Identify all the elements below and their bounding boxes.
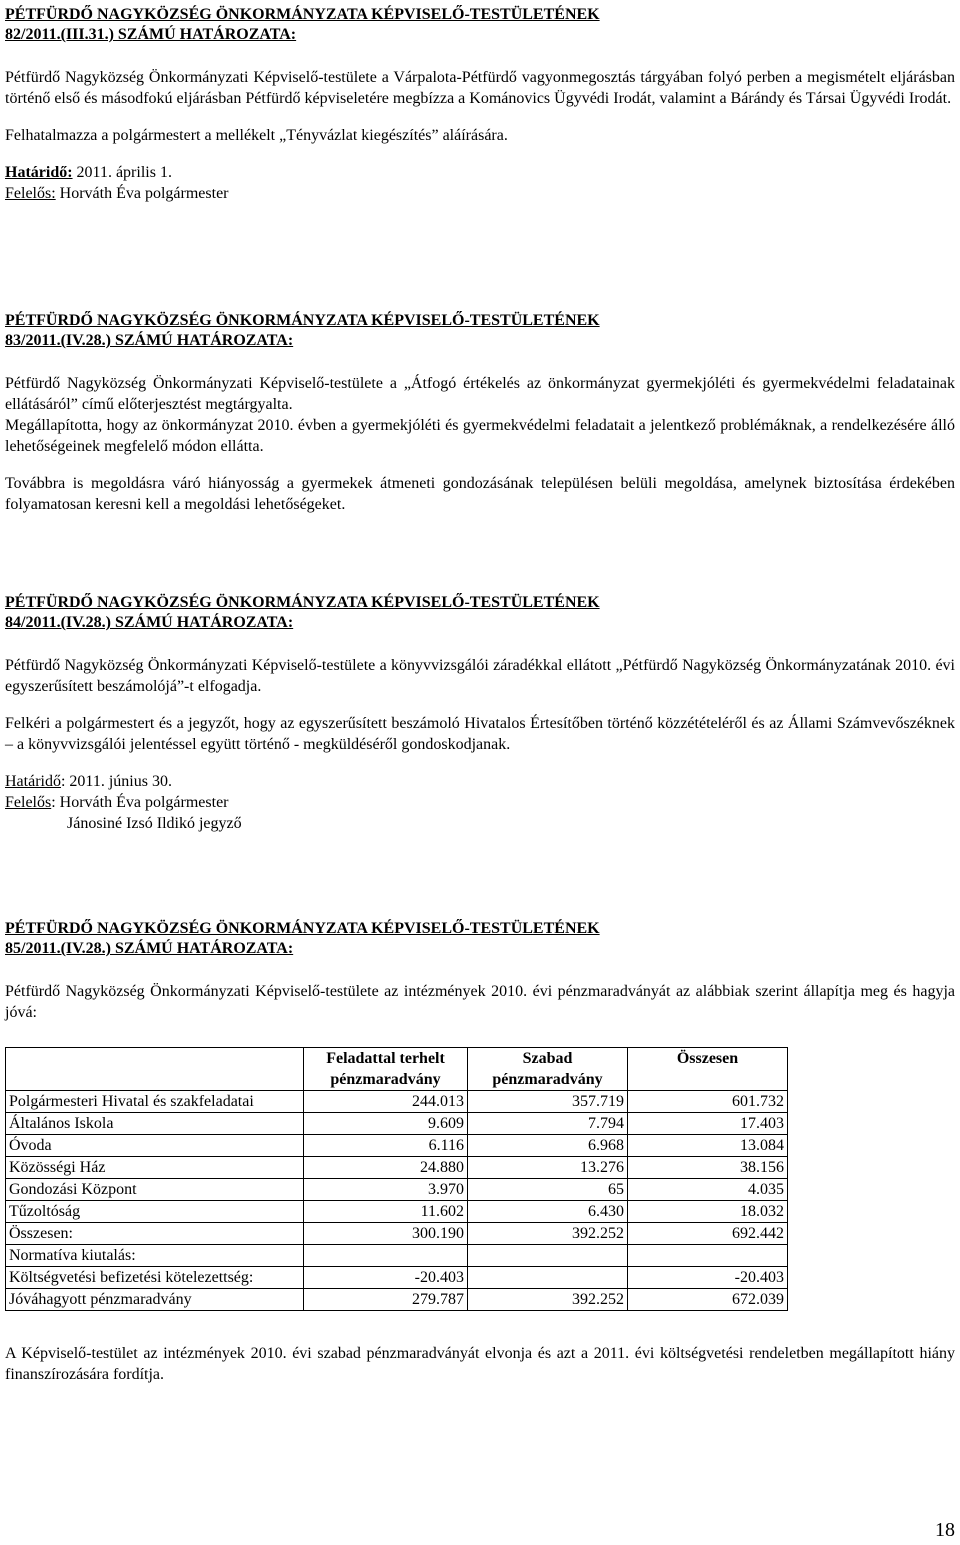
deadline-line: [5, 162, 955, 183]
paragraph: Pétfürdő Nagyközség Önkormányzati Képviselő-testülete az intézmények 2010. évi pénzmaradványát az alábbiak szerint állapítja meg és hagyja jóvá:: [5, 983, 955, 1021]
table-cell: 13.084: [628, 1135, 788, 1157]
remainder-table: [5, 1047, 788, 1311]
table-cell: 357.719: [468, 1091, 628, 1113]
paragraph: Megállapította, hogy az önkormányzat 2010. évben a gyermekjóléti és gyermekvédelmi feladatait a jelentkező problémáknak, a rendelkezésére álló lehetőségeinek megfelelő módon ellátta.: [5, 417, 955, 455]
table-row-label: Jóváhagyott pénzmaradvány: [6, 1289, 304, 1311]
table-cell: 24.880: [304, 1157, 468, 1179]
page-number: 18: [935, 1519, 955, 1541]
paragraph: Pétfürdő Nagyközség Önkormányzati Képviselő-testülete a könyvvizsgálói záradékkal ellátott „Pétfürdő Nagyközség Önkormányzatának 2010. évi egyszerűsített beszámolójá”-t elfogadja.: [5, 657, 955, 695]
deadline-label: Határidő:: [5, 164, 73, 181]
responsible-value-2: Jánosiné Izsó Ildikó jegyző: [67, 815, 242, 832]
table-row: [6, 1289, 788, 1311]
table-cell: 9.609: [304, 1113, 468, 1135]
responsible-line: [5, 792, 955, 813]
resolution-85: [5, 919, 955, 1023]
table-row: [6, 1135, 788, 1157]
table-row: [6, 1179, 788, 1201]
table-cell: 18.032: [628, 1201, 788, 1223]
table-header-cell: Feladattal terhelt pénzmaradvány: [304, 1048, 468, 1091]
responsible-label: Felelős: [5, 794, 52, 811]
table-row: [6, 1223, 788, 1245]
resolution-83: [5, 311, 955, 515]
closing-section: [5, 1343, 955, 1385]
table-cell: 692.442: [628, 1223, 788, 1245]
table-row: [6, 1113, 788, 1135]
table-cell: [304, 1245, 468, 1267]
deadline-value: : 2011. június 30.: [60, 773, 172, 790]
resolution-header: PÉTFÜRDŐ NAGYKÖZSÉG ÖNKORMÁNYZATA KÉPVISELŐ-TESTÜLETÉNEK: [5, 6, 600, 23]
table-row-label: Normatíva kiutalás:: [6, 1245, 304, 1267]
table-row-label: Összesen:: [6, 1223, 304, 1245]
resolution-82: [5, 5, 955, 204]
closing-paragraph: A Képviselő-testület az intézmények 2010. évi szabad pénzmaradványát elvonja és azt a 2011. évi költségvetési rendeletben megállapított hiány finanszírozására fordítja.: [5, 1345, 955, 1383]
responsible-value: Horváth Éva polgármester: [55, 185, 229, 202]
table-cell: 244.013: [304, 1091, 468, 1113]
table-cell: 65: [468, 1179, 628, 1201]
responsible-line: [5, 183, 955, 204]
table-cell: 7.794: [468, 1113, 628, 1135]
table-row-label: Közösségi Ház: [6, 1157, 304, 1179]
table-row-label: Általános Iskola: [6, 1113, 304, 1135]
resolution-number: 84/2011.(IV.28.) SZÁMÚ HATÁROZATA:: [5, 614, 294, 631]
table-cell: -20.403: [628, 1267, 788, 1289]
responsible-value: : Horváth Éva polgármester: [51, 794, 229, 811]
table-row-label: Költségvetési befizetési kötelezettség:: [6, 1267, 304, 1289]
table-row: [6, 1157, 788, 1179]
table-cell: [468, 1245, 628, 1267]
table-row-label: Gondozási Központ: [6, 1179, 304, 1201]
table-row-label: Óvoda: [6, 1135, 304, 1157]
table-cell: 13.276: [468, 1157, 628, 1179]
resolution-header: PÉTFÜRDŐ NAGYKÖZSÉG ÖNKORMÁNYZATA KÉPVISELŐ-TESTÜLETÉNEK: [5, 920, 600, 937]
table-cell: 392.252: [468, 1223, 628, 1245]
table-header-cell: Szabad pénzmaradvány: [468, 1048, 628, 1091]
deadline-value: 2011. április 1.: [72, 164, 172, 181]
responsible-label: Felelős:: [5, 185, 56, 202]
table-cell: 672.039: [628, 1289, 788, 1311]
table-row: [6, 1245, 788, 1267]
table-header-cell: Összesen: [628, 1048, 788, 1091]
table-cell: 38.156: [628, 1157, 788, 1179]
table-cell: 601.732: [628, 1091, 788, 1113]
paragraph: Felhatalmazza a polgármestert a mellékelt „Tényvázlat kiegészítés” aláírására.: [5, 127, 508, 144]
table-row-label: Polgármesteri Hivatal és szakfeladatai: [6, 1091, 304, 1113]
resolution-header: PÉTFÜRDŐ NAGYKÖZSÉG ÖNKORMÁNYZATA KÉPVISELŐ-TESTÜLETÉNEK: [5, 594, 600, 611]
resolution-header: PÉTFÜRDŐ NAGYKÖZSÉG ÖNKORMÁNYZATA KÉPVISELŐ-TESTÜLETÉNEK: [5, 312, 600, 329]
resolution-84: [5, 593, 955, 834]
table-cell: 300.190: [304, 1223, 468, 1245]
paragraph: Továbbra is megoldásra váró hiányosság a gyermekek átmeneti gondozásának településen belüli megoldása, amelynek biztosítása érdekében folyamatosan keresni kell a megoldási lehetőségeket.: [5, 475, 955, 513]
table-row: [6, 1267, 788, 1289]
remainder-table-wrap: [5, 1047, 788, 1311]
table-cell: 11.602: [304, 1201, 468, 1223]
table-cell: [468, 1267, 628, 1289]
table-cell: 3.970: [304, 1179, 468, 1201]
table-header-cell: [6, 1048, 304, 1091]
resolution-number: 85/2011.(IV.28.) SZÁMÚ HATÁROZATA:: [5, 940, 294, 957]
deadline-line: [5, 771, 955, 792]
resolution-number: 83/2011.(IV.28.) SZÁMÚ HATÁROZATA:: [5, 332, 294, 349]
table-cell: -20.403: [304, 1267, 468, 1289]
deadline-label: Határidő: [5, 773, 61, 790]
table-row-label: Tűzoltóság: [6, 1201, 304, 1223]
paragraph: Pétfürdő Nagyközség Önkormányzati Képviselő-testülete a „Átfogó értékelés az önkormányzat gyermekjóléti és gyermekvédelmi feladatainak ellátásáról” című előterjesztést megtárgyalta.: [5, 375, 955, 413]
table-cell: 392.252: [468, 1289, 628, 1311]
resolution-number: 82/2011.(III.31.) SZÁMÚ HATÁROZATA:: [5, 26, 297, 43]
table-cell: 17.403: [628, 1113, 788, 1135]
paragraph: Felkéri a polgármestert és a jegyzőt, hogy az egyszerűsített beszámoló Hivatalos Értesítőben történő közzétételéről és az Állami Számvevőszéknek – a könyvvizsgálói jelentéssel együtt történő - megküldéséről gondoskodjanak.: [5, 715, 955, 753]
table-header-row: [6, 1048, 788, 1091]
table-row: [6, 1091, 788, 1113]
table-row: [6, 1201, 788, 1223]
table-cell: 4.035: [628, 1179, 788, 1201]
table-cell: 6.430: [468, 1201, 628, 1223]
table-cell: [628, 1245, 788, 1267]
table-cell: 279.787: [304, 1289, 468, 1311]
table-cell: 6.116: [304, 1135, 468, 1157]
table-cell: 6.968: [468, 1135, 628, 1157]
paragraph: Pétfürdő Nagyközség Önkormányzati Képviselő-testülete a Várpalota-Pétfürdő vagyonmegosztás tárgyában folyó perben a megismételt eljárásban történő első és másodfokú eljárásban Pétfürdő képviseletére megbízza a Kománovics Ügyvédi Irodát, valamint a Bárándy és Társai Ügyvédi Irodát.: [5, 69, 955, 107]
